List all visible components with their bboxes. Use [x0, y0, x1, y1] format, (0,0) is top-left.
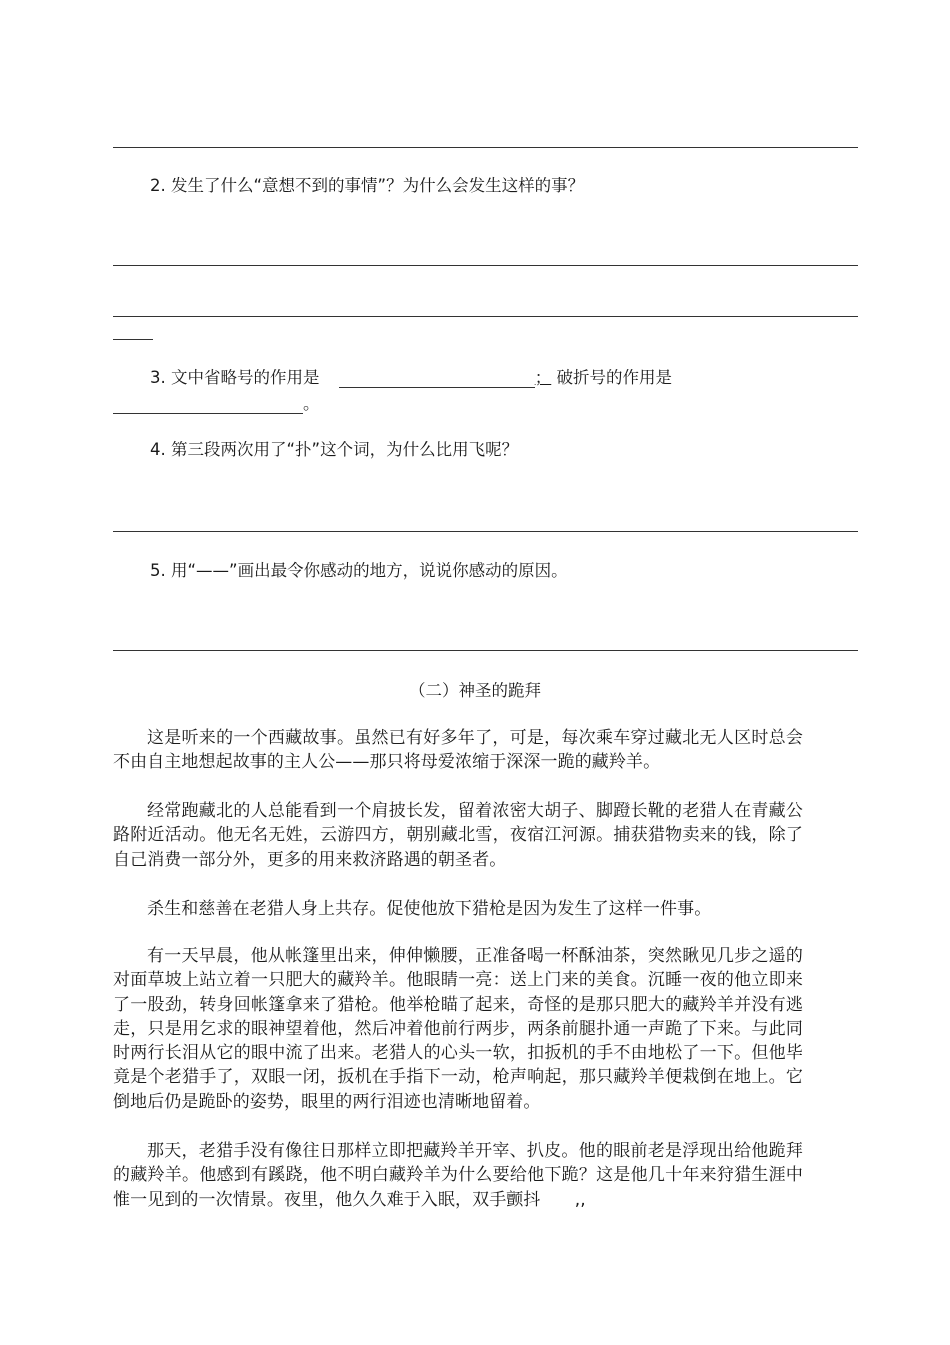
fill-blank-ellipsis[interactable] [339, 369, 535, 388]
question-3 [150, 368, 672, 388]
fill-blank-dash[interactable] [113, 395, 303, 414]
question-5: 5. 用“——”画出最令你感动的地方，说说你感动的原因。 [150, 561, 568, 580]
question-3-continuation [113, 394, 320, 414]
paragraph: 那天，老猎手没有像往日那样立即把藏羚羊开宰、扒皮。他的眼前老是浮现出给他跪拜的藏羚羊。他感到有蹊跷，他不明白藏羚羊为什么要给他下跪？这是他几十年来狩猎生涯中惟一见到的一次情景。夜里，他久久难于入眠，双手颤抖 ,, [113, 1141, 803, 1210]
answer-line[interactable] [113, 650, 858, 651]
answer-line[interactable] [113, 147, 858, 148]
semicolon: ； [534, 368, 552, 387]
story-title: （二）神圣的跪拜 [409, 681, 541, 700]
answer-line[interactable] [113, 531, 858, 532]
answer-line[interactable] [113, 316, 858, 317]
question-2: 2. 发生了什么“意想不到的事情”？为什么会发生这样的事？ [150, 176, 585, 195]
answer-line[interactable] [113, 265, 858, 266]
paragraph: 这是听来的一个西藏故事。虽然已有好多年了，可是，每次乘车穿过藏北无人区时总会不由自主地想起故事的主人公——那只将母爱浓缩于深深一跪的藏羚羊。 [113, 728, 803, 773]
answer-line[interactable] [113, 339, 153, 340]
paragraph: 经常跑藏北的人总能看到一个肩披长发，留着浓密大胡子、脚蹬长靴的老猎人在青藏公路附近活动。他无名无姓，云游四方，朝别藏北雪，夜宿江河源。捕获猎物卖来的钱，除了自己消费一部分外，更多的用来救济路遇的朝圣者。 [113, 801, 803, 870]
paragraph: 杀生和慈善在老猎人身上共存。促使他放下猎枪是因为发生了这样一件事。 [147, 899, 712, 919]
question-3-prompt-dash: 破折号的作用是 [556, 368, 672, 387]
period: 。 [303, 394, 320, 413]
question-3-prompt-ellipsis: 3. 文中省略号的作用是 [150, 368, 320, 387]
paragraph: 有一天早晨，他从帐篷里出来，伸伸懒腰，正准备喝一杯酥油茶，突然瞅见几步之遥的对面草坡上站立着一只肥大的藏羚羊。他眼睛一亮：送上门来的美食。沉睡一夜的他立即来了一股劲，转身回帐篷拿来了猎枪。他举枪瞄了起来，奇怪的是那只肥大的藏羚羊并没有逃走，只是用乞求的眼神望着他，然后冲着他前行两步，两条前腿扑通一声跪了下来。与此同时两行长泪从它的眼中流了出来。老猎人的心头一软，扣扳机的手不由地松了一下。但他毕竟是个老猎手了，双眼一闭，扳机在手指下一动，枪声响起，那只藏羚羊便栽倒在地上。它倒地后仍是跪卧的姿势，眼里的两行泪迹也清晰地留着。 [113, 946, 803, 1112]
question-4: 4. 第三段两次用了“扑”这个词，为什么比用飞呢？ [150, 440, 519, 459]
